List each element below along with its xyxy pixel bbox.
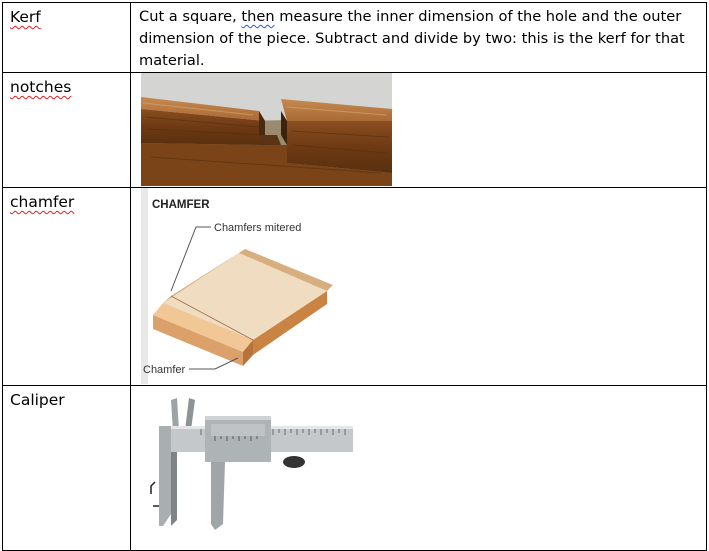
table-row-caliper — [3, 386, 707, 551]
diagram-title: CHAMFER — [152, 199, 210, 211]
term-kerf: Kerf — [10, 8, 41, 26]
glossary-table — [2, 2, 707, 551]
notched-wood-image — [141, 73, 392, 186]
caliper-image — [141, 386, 353, 536]
callout-chamfer: Chamfer — [143, 364, 186, 376]
image-cell[interactable] — [131, 188, 707, 386]
term-cell[interactable] — [3, 386, 131, 551]
definition-cell[interactable] — [131, 3, 707, 73]
table-row-kerf — [3, 3, 707, 73]
term-chamfer: chamfer — [10, 193, 75, 211]
kerf-definition: Cut a square, then measure the inner dimension of the hole and the outer dimension of the piece. Subtract and divide by two: this is the kerf for that material. — [139, 8, 685, 69]
image-cell[interactable] — [131, 386, 707, 551]
chamfer-diagram — [141, 188, 337, 384]
table-row-notches — [3, 73, 707, 188]
table-row-chamfer — [3, 188, 707, 386]
term-cell[interactable] — [3, 188, 131, 386]
term-notches: notches — [10, 78, 72, 96]
term-caliper: Caliper — [10, 391, 65, 409]
term-cell[interactable] — [3, 3, 131, 73]
term-cell[interactable] — [3, 73, 131, 188]
image-cell[interactable] — [131, 73, 707, 188]
grammar-flagged-word: then — [241, 8, 275, 25]
callout-chamfers-mitered: Chamfers mitered — [214, 222, 302, 234]
